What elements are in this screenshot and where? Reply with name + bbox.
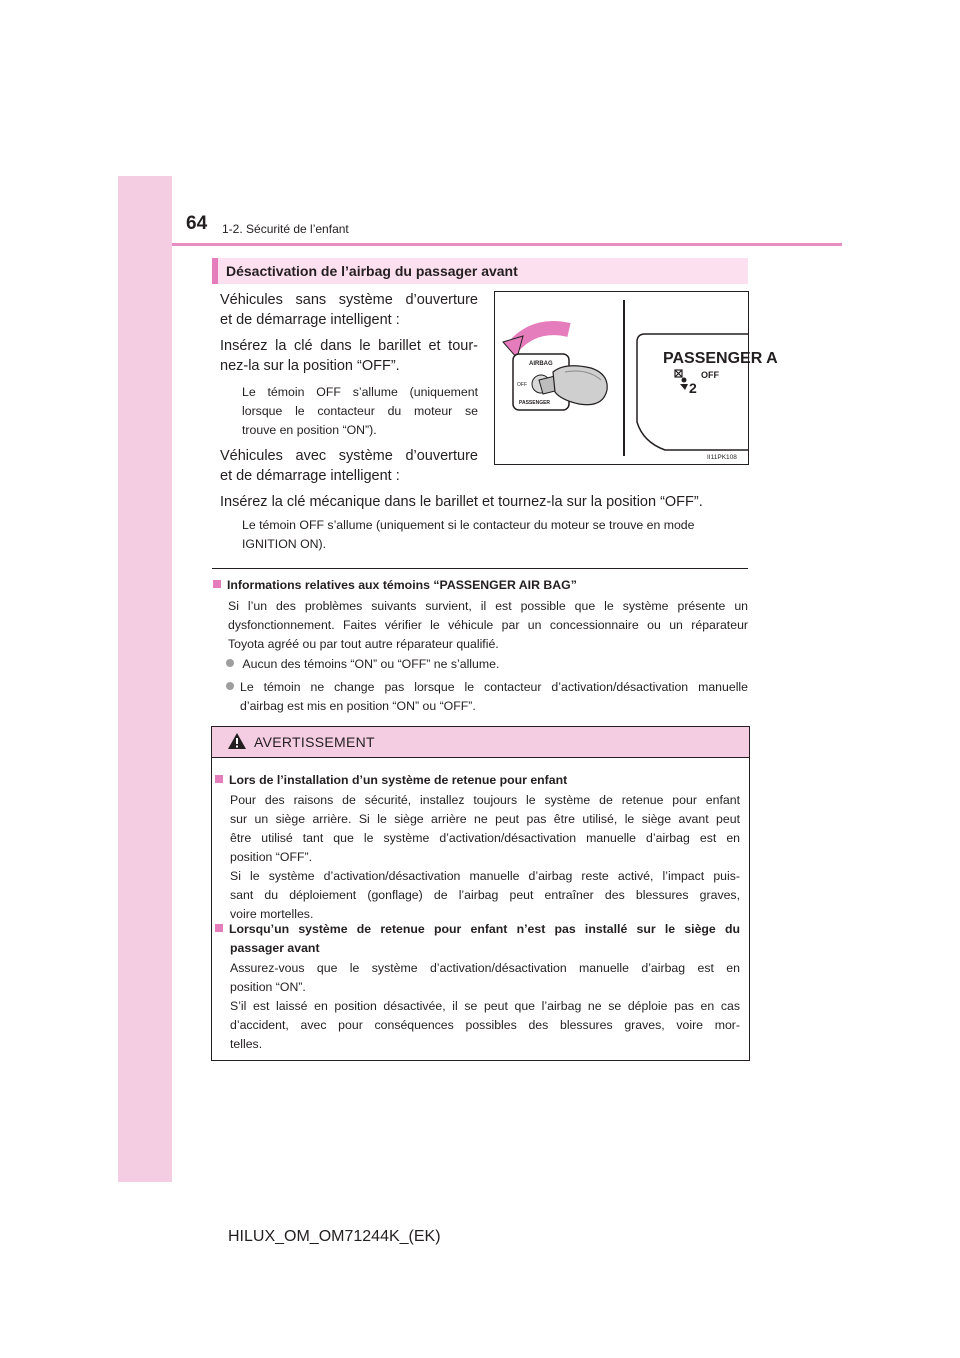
text-line: voire mortelles. — [230, 907, 314, 921]
text-line: telles. — [230, 1037, 263, 1051]
text-line: Véhicules sans système d’ouverture — [220, 292, 478, 308]
subheading — [212, 258, 748, 284]
text-line: trouve en position “ON”). — [242, 423, 377, 437]
warning-heading-1-text: Lors de l’installation d’un système de retenue pour enfant — [229, 773, 568, 787]
text-line: Insérez la clé dans le barillet et tour- — [220, 338, 478, 354]
warning-heading-2 — [215, 920, 740, 958]
warning-text-2 — [230, 959, 740, 1054]
side-band — [118, 176, 172, 1182]
seat-number-label: 2 — [689, 380, 697, 396]
warning-label: AVERTISSEMENT — [254, 734, 375, 750]
warning-header — [212, 727, 749, 758]
text-line: Pour des raisons de sécurité, installez toujours le système de retenue pour enfant — [230, 793, 740, 807]
text-line: Toyota agréé ou par tout autre réparateur qualifié. — [228, 637, 499, 651]
info-title — [213, 576, 753, 595]
text-line: S’il est laissé en position désactivée, il se peut que l’airbag ne se déploie pas en cas — [230, 999, 740, 1013]
square-bullet-icon — [213, 580, 221, 588]
text-line: position “OFF”. — [230, 850, 312, 864]
warning-triangle-icon — [227, 732, 247, 750]
section-divider — [212, 568, 748, 569]
text-line-content: Lorsqu’un système de retenue pour enfant n’est pas installé sur le siège du — [229, 922, 740, 936]
header-rule — [172, 243, 842, 246]
text-line: et de démarrage intelligent : — [220, 468, 400, 484]
text-line: nez-la sur la position “OFF”. — [220, 358, 400, 374]
bullet-dot-icon — [226, 682, 234, 690]
paragraph-smart-entry — [220, 446, 478, 486]
bullet-text — [240, 678, 748, 716]
text-line: Si l’un des problèmes suivants survient, il est possible que le système présente un — [228, 599, 748, 613]
text-line: être utilisé tant que le système d’activation/désactivation manuelle d’airbag est en — [230, 831, 740, 845]
subheading-text: Désactivation de l’airbag du passager avant — [226, 263, 518, 279]
text-line: lorsque le contacteur du moteur se — [242, 404, 478, 418]
footer-document-code: HILUX_OM_OM71244K_(EK) — [228, 1228, 441, 1245]
airbag-switch-figure — [494, 291, 778, 465]
info-bullet-1 — [226, 655, 756, 674]
paragraph-mechanical-key: Insérez la clé mécanique dans le barillet et tournez-la sur la position “OFF”. — [220, 494, 703, 510]
note-off-indicator — [242, 383, 478, 440]
subheading-bar — [212, 258, 218, 284]
section-title: 1-2. Sécurité de l’enfant — [222, 222, 349, 236]
text-line: Véhicules avec système d’ouverture — [220, 448, 478, 464]
page-number: 64 — [186, 213, 208, 234]
bullet-dot-icon — [226, 659, 234, 667]
text-line — [215, 920, 740, 939]
text-line: Assurez-vous que le système d’activation/désactivation manuelle d’airbag est en — [230, 961, 740, 975]
text-line: Si le système d’activation/désactivation manuelle d’airbag reste activé, l’impact puis- — [230, 869, 740, 883]
info-bullet-2 — [226, 678, 756, 713]
off-indicator-label: OFF — [701, 370, 719, 380]
text-line: Le témoin OFF s’allume (uniquement si le contacteur du moteur se trouve en mode — [242, 518, 695, 532]
note-ignition — [242, 516, 748, 554]
text-line: d’airbag est mis en position “ON” ou “OFF”. — [240, 699, 476, 713]
text-line: et de démarrage intelligent : — [220, 312, 400, 328]
bullet-text: Aucun des témoins “ON” ou “OFF” ne s’allume. — [242, 657, 500, 671]
figure-illustration — [495, 292, 778, 464]
text-line: dysfonctionnement. Faites vérifier le véhicule par un concessionnaire ou un réparateur — [228, 618, 748, 632]
switch-bottom-label: PASSENGER — [519, 400, 551, 406]
warning-box — [211, 726, 750, 1061]
text-line: Le témoin OFF s’allume (uniquement — [242, 385, 478, 399]
switch-title-label: AIRBAG — [529, 361, 553, 367]
text-line: IGNITION ON). — [242, 537, 327, 551]
warning-text-1 — [230, 791, 740, 924]
text-line: d’accident, avec pour conséquences possibles des blessures graves, voire mor- — [230, 1018, 740, 1032]
text-line: position “ON”. — [230, 980, 306, 994]
warning-heading-1 — [215, 771, 740, 790]
airbag-off-icon — [675, 370, 688, 390]
info-body — [228, 597, 748, 654]
square-bullet-icon — [215, 775, 223, 783]
passenger-panel-label: PASSENGER A — [663, 350, 778, 367]
text-line: sant du déploiement (gonflage) de l’airbag peut entraîner des blessures graves, — [230, 888, 740, 902]
text-line: sur un siège arrière. Si le siège arrière ne peut pas être utilisé, le siège avant peut — [230, 812, 740, 826]
paragraph-insert-key — [220, 336, 478, 376]
info-title-text: Informations relatives aux témoins “PASSENGER AIR BAG” — [227, 578, 577, 592]
square-bullet-icon — [215, 924, 223, 932]
text-line: passager avant — [230, 941, 320, 955]
figure-code: II11PK108 — [707, 454, 737, 461]
switch-off-label: OFF — [517, 382, 527, 388]
text-line: Le témoin ne change pas lorsque le contacteur d’activation/désactivation manuelle — [240, 680, 748, 694]
paragraph-no-smart-entry — [220, 290, 478, 330]
